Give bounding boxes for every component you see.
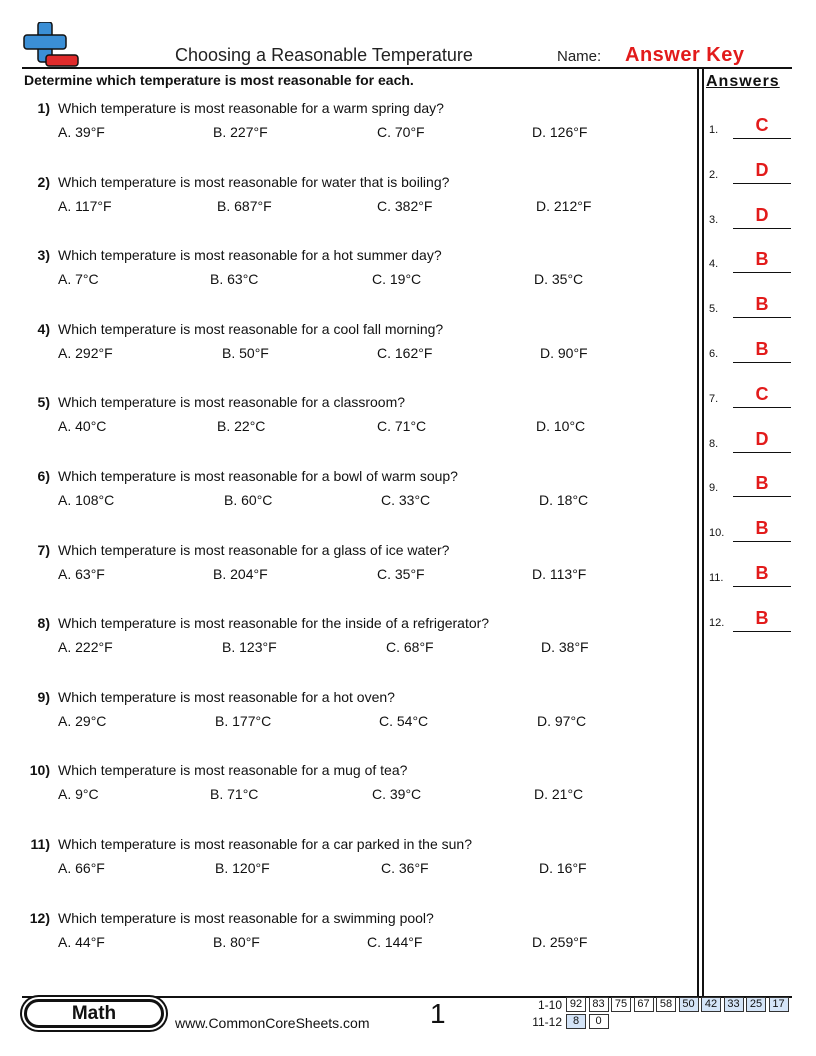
answer-letter: B [755, 563, 769, 583]
question-number: 5) [37, 394, 50, 411]
answer-choice: B. 80°F [213, 933, 260, 950]
question-number: 8) [37, 615, 50, 632]
question-text: Which temperature is most reasonable for a warm spring day? [58, 100, 444, 116]
answer-choice: D. 18°C [539, 492, 589, 508]
answer-choice: B. 60°C [224, 492, 273, 508]
answer-choice: A. 40°C [58, 418, 107, 435]
answer-choice: D. 259°F [532, 933, 588, 950]
answer-choice: D. 113°F [532, 565, 587, 582]
score-cell: 25 [746, 997, 766, 1012]
answer-choice: C. 35°F [377, 565, 425, 582]
answer-choice: B. 50°F [222, 344, 269, 361]
answer-letter: B [755, 294, 769, 315]
answer-choice: B. 63°C [210, 271, 259, 288]
answer-choice: B. 71°C [210, 786, 259, 803]
answer-choice: C. 39°C [372, 786, 422, 803]
answer-choice: D. 97°C [537, 712, 587, 729]
answer-choice: C. 19°C [372, 271, 422, 288]
answer-choice: A. 66°F [58, 860, 105, 876]
answer-blank-line [733, 183, 791, 184]
answer-choice: A. 44°F [58, 933, 105, 950]
answer-number: 2. [709, 168, 719, 181]
answer-choice: B. 204°F [213, 565, 268, 582]
answer-letter: B [755, 473, 769, 494]
answer-blank-line [733, 541, 791, 542]
plus-minus-logo-icon [22, 22, 80, 68]
score-cell: 75 [611, 997, 631, 1012]
question-text: Which temperature is most reasonable for a hot summer day? [58, 247, 442, 264]
answer-choice: C. 36°F [381, 860, 429, 876]
answer-number: 5. [709, 303, 719, 316]
question-text: Which temperature is most reasonable for water that is boiling? [58, 173, 450, 190]
answer-choice: C. 71°C [377, 418, 427, 435]
answer-letter: D [755, 428, 769, 449]
answer-number: 9. [709, 482, 719, 495]
answer-blank-line [733, 631, 791, 632]
answer-letter: C [755, 115, 769, 135]
answer-choice: B. 177°C [215, 712, 272, 729]
answer-blank-line [733, 407, 791, 408]
answer-number: 8. [709, 437, 719, 450]
score-row-label: 1-10 [537, 998, 562, 1012]
score-cell: 50 [679, 997, 699, 1012]
question-text: Which temperature is most reasonable for a cool fall morning? [58, 320, 444, 337]
answers-heading: Answers [706, 73, 780, 90]
question-text: Which temperature is most reasonable for a glass of ice water? [58, 541, 450, 558]
top-divider [22, 67, 792, 69]
answer-letter: D [755, 159, 769, 180]
website-link[interactable]: www.CommonCoreSheets.com [175, 1015, 370, 1031]
answer-choice: D. 35°C [534, 271, 584, 288]
answer-number: 1. [709, 124, 719, 136]
score-cell: 33 [724, 997, 744, 1012]
page-number: 1 [430, 998, 446, 1029]
answer-choice: D. 10°C [536, 418, 586, 435]
answer-choice: D. 16°F [539, 860, 587, 876]
question-text: Which temperature is most reasonable for the inside of a refrigerator? [58, 615, 490, 632]
question-text: Which temperature is most reasonable for a classroom? [58, 394, 406, 411]
answer-letter: C [755, 383, 769, 404]
answer-choice: B. 22°C [217, 418, 266, 435]
question-number: 1) [37, 100, 50, 116]
question-number: 10) [29, 762, 50, 779]
answer-letter: B [755, 518, 769, 539]
question-number: 7) [37, 541, 50, 558]
answer-number: 11. [709, 572, 724, 584]
question-number: 11) [30, 836, 50, 852]
answer-choice: C. 144°F [367, 933, 423, 950]
answer-blank-line [733, 362, 791, 363]
answer-blank-line [733, 138, 791, 139]
question-text: Which temperature is most reasonable for a swimming pool? [58, 909, 434, 926]
worksheet-title: Choosing a Reasonable Temperature [175, 45, 473, 65]
question-text: Which temperature is most reasonable for a bowl of warm soup? [58, 468, 458, 484]
answer-letter: B [755, 607, 769, 628]
answer-choice: D. 38°F [541, 639, 589, 656]
answer-letter: B [755, 339, 769, 359]
answer-number: 4. [709, 258, 719, 271]
question-text: Which temperature is most reasonable for a mug of tea? [58, 762, 408, 779]
answer-choice: C. 70°F [377, 124, 425, 140]
question-number: 6) [37, 468, 50, 484]
name-label: Name: [557, 48, 602, 65]
answer-choice: C. 162°F [377, 344, 433, 361]
answer-choice: C. 54°C [379, 712, 429, 729]
answer-choice: A. 108°C [58, 492, 115, 508]
answer-number: 7. [709, 392, 719, 405]
question-number: 4) [37, 320, 50, 337]
answer-blank-line [733, 496, 791, 497]
score-cell: 8 [566, 1014, 586, 1029]
answer-number: 10. [709, 527, 725, 540]
answer-letter: D [755, 204, 769, 225]
answer-choice: A. 29°C [58, 712, 107, 729]
answer-blank-line [733, 228, 791, 229]
score-cell: 0 [589, 1014, 609, 1029]
answer-choice: B. 120°F [215, 860, 270, 876]
score-cell: 17 [769, 997, 789, 1012]
answer-letter: B [755, 249, 769, 270]
answer-column-divider [697, 67, 699, 997]
bottom-divider [22, 996, 792, 998]
score-cell: 83 [589, 997, 609, 1012]
answer-choice: B. 227°F [213, 124, 268, 140]
answer-blank-line [733, 317, 791, 318]
score-cell: 92 [566, 997, 586, 1012]
answer-choice: C. 33°C [381, 492, 431, 508]
score-cell: 58 [656, 997, 676, 1012]
answer-choice: A. 63°F [58, 565, 105, 582]
answer-choice: C. 68°F [386, 639, 434, 656]
answer-blank-line [733, 452, 791, 453]
question-text: Which temperature is most reasonable for a hot oven? [58, 688, 395, 705]
answer-choice: A. 39°F [58, 124, 105, 140]
question-number: 3) [37, 247, 50, 264]
answer-choice: A. 117°F [58, 197, 112, 214]
answer-choice: B. 687°F [217, 197, 272, 214]
answer-column-divider [702, 67, 704, 997]
answer-number: 6. [709, 348, 719, 360]
answer-choice: D. 21°C [534, 786, 584, 803]
answer-choice: C. 382°F [377, 197, 433, 214]
answer-choice: D. 126°F [532, 124, 588, 140]
answer-choice: A. 9°C [58, 786, 99, 803]
question-text: Which temperature is most reasonable for a car parked in the sun? [58, 836, 472, 852]
answer-choice: A. 222°F [58, 639, 113, 656]
score-cell: 67 [634, 997, 654, 1012]
answer-choice: A. 292°F [58, 344, 113, 361]
question-number: 2) [37, 173, 50, 190]
answer-blank-line [733, 272, 791, 273]
score-row-label: 11-12 [532, 1015, 562, 1029]
instructions: Determine which temperature is most reasonable for each. [24, 72, 414, 88]
answer-blank-line [733, 586, 791, 587]
answer-choice: B. 123°F [222, 639, 277, 656]
score-cell: 42 [701, 997, 721, 1012]
answer-choice: A. 7°C [58, 271, 99, 288]
subject-label: Math [71, 1003, 117, 1024]
answer-choice: D. 90°F [540, 344, 588, 361]
answer-choice: D. 212°F [536, 197, 592, 214]
answer-number: 3. [709, 213, 719, 226]
question-number: 12) [29, 909, 50, 926]
question-number: 9) [37, 688, 50, 705]
answer-number: 12. [709, 616, 725, 629]
answer-key-label: Answer Key [625, 44, 745, 66]
